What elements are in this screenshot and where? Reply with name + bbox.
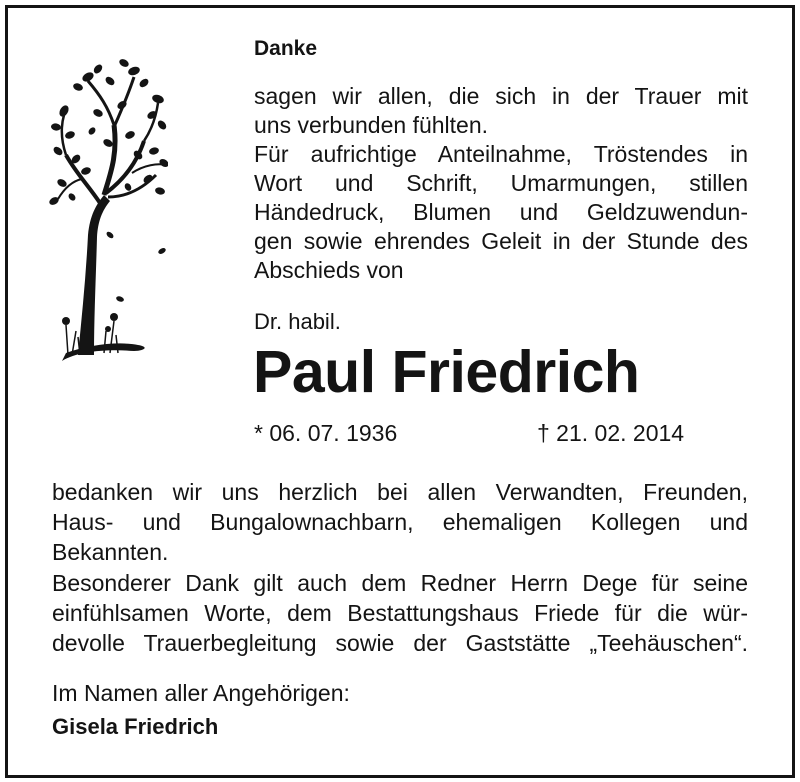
intro-line: sagen wir allen, die sich in der Trauer mit [254,83,748,109]
special-thanks-line: einfühlsamen Worte, dem Bestattungshaus Friede für die wür- [52,600,748,626]
intro-line: uns verbunden fühlten. [254,112,489,138]
closing-line: Im Namen aller Angehörigen: [52,680,350,706]
tree-with-falling-leaves-icon [48,55,168,367]
intro-line: Händedruck, Blumen und Geldzuwendun- [254,199,748,225]
special-thanks-line: Besonderer Dank gilt auch dem Redner Herrn Dege für seine [52,570,748,596]
thanks-line: Bekannten. [52,539,169,565]
signer-name: Gisela Friedrich [52,714,219,739]
special-thanks-line: devolle Trauerbegleitung sowie der Gaststätte „Teehäuschen“. [52,630,748,656]
thanks-line: bedanken wir uns herzlich bei allen Verwandten, Freunden, [52,479,748,505]
intro-line: Wort und Schrift, Umarmungen, stillen [254,170,748,196]
intro-line: Für aufrichtige Anteilnahme, Tröstendes in [254,141,748,167]
academic-title: Dr. habil. [254,309,341,334]
intro-paragraph [254,82,748,285]
intro-line: Abschieds von [254,257,404,283]
deceased-name: Paul Friedrich [253,339,640,405]
special-thanks-paragraph [52,568,748,658]
death-date: † 21. 02. 2014 [537,420,685,446]
heading: Danke [254,37,318,60]
intro-line: gen sowie ehrendes Geleit in der Stunde des [254,228,748,254]
thanks-line: Haus- und Bungalownachbarn, ehemaligen Kollegen und [52,509,748,535]
birth-date: * 06. 07. 1936 [254,420,398,446]
thanks-paragraph [52,477,748,567]
